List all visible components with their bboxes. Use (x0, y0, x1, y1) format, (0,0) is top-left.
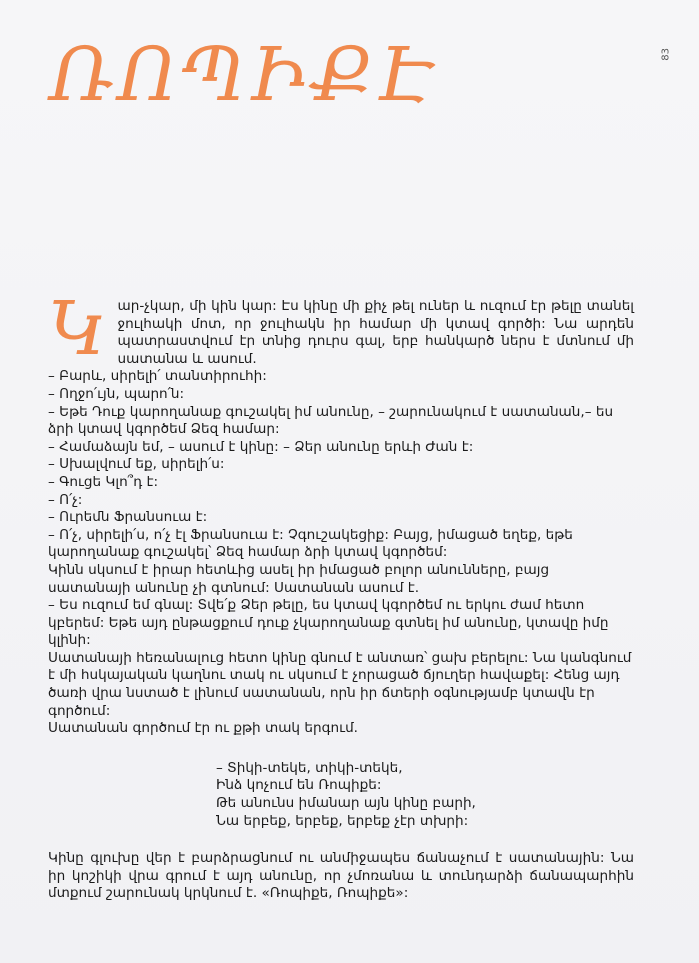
song-verse (216, 760, 634, 830)
drop-cap-letter: Կ (48, 286, 108, 372)
narration-paragraph: Սատանայի հեռանալուց հետո կինը գնում է անտառ՝ ցախ բերելու: Նա կանգնում է մի հսկայական կաղնու տակ ու սկսում է չորացած ճյուղեր հավաքել: Հենց այդ ծառի վրա նստած է լինում սատանան, որն իր ճտերի օգնությամբ կտավն էր գործում: (48, 649, 632, 719)
dialogue-line: – Բարև, սիրելի՛ տանտիրուհի: (48, 368, 267, 385)
verse-line: Թե անունս իմանար այն կինը բարի, (216, 795, 476, 812)
dialogue-line: – Ո՛չ: (48, 491, 83, 508)
verse-line: Նա երբեք, երբեք, երբեք չէր տխրի: (216, 812, 469, 829)
page-number: 83 (661, 48, 672, 61)
dialogue-line: – Եթե Դուք կարողանաք գուշակել իմ անունը, – շարունակում է սատանան,– ես ձրի կտավ կգործեմ Ձեզ համար: (48, 403, 614, 438)
first-paragraph: ար-չկար, մի կին կար: Էս կինը մի քիչ թել ուներ և ուզում էր թելը տանել ջուլհակի մոտ, որ ջուլհակն իր համար մի կտավ գործի: Նա արդեն պատրաստվում էր տնից դուրս գալ, երբ հանկարծ ներս է մտնում մի սատանա և ասում. (117, 298, 634, 367)
verse-line: Ինձ կոչում են Ռոպիքե: (216, 777, 382, 794)
dialogue-line: – Գուցե Կլո՞դ է: (48, 473, 159, 490)
narration-paragraph: Կինն սկսում է իրար հետևից ասել իր իմացած բոլոր անունները, բայց սատանայի անունը չի գտնում: Սատանան ասում է. (48, 561, 550, 596)
dialogue-line: – Սխալվում եք, սիրելի՛ս: (48, 456, 225, 473)
dialogue-line: – Ողջո՛ւյն, պարո՛ն: (48, 385, 185, 402)
verse-line: – Տիկի-տեկե, տիկի-տեկե, (216, 759, 403, 776)
dialogue-line: – Ո՛չ, սիրելի՛ս, ո՛չ էլ Ֆրանսուա է: Չգուշակեցիք: Բայց, իմացած եղեք, եթե կարողանաք գուշակել՝ Ձեզ համար ձրի կտավ կգործեմ: (48, 526, 573, 561)
narration-paragraph: Սատանան գործում էր ու քթի տակ երգում. (48, 720, 359, 737)
dialogue-line: – Համաձայն եմ, – ասում է կինը: – Ձեր անունը երևի Ժան է: (48, 438, 474, 455)
dialogue-line: – Ես ուզում եմ գնալ: Տվե՛ք Ձեր թելը, ես կտավ կգործեմ ու երկու ժամ հետո կբերեմ: Եթե այդ ընթացքում դուք չկարողանաք գտնել իմ անունը, կտավը իմը կլինի: (48, 597, 609, 649)
final-paragraph: Կինը գլուխը վեր է բարձրացնում ու անմիջապես ճանաչում է սատանային: Նա իր կոշիկի վրա գրում է այդ անունը, որ չմոռանա և տունդարձի ճանապարհին մտքում շարունակ կրկնում է. «Ռոպիքե, Ռոպիքե»: (48, 850, 634, 902)
story-body (48, 286, 634, 903)
story-title: ՌՈՊԻՔԷ (50, 32, 438, 118)
dialogue-line: – Ուրեմն Ֆրանսուա է: (48, 509, 208, 526)
